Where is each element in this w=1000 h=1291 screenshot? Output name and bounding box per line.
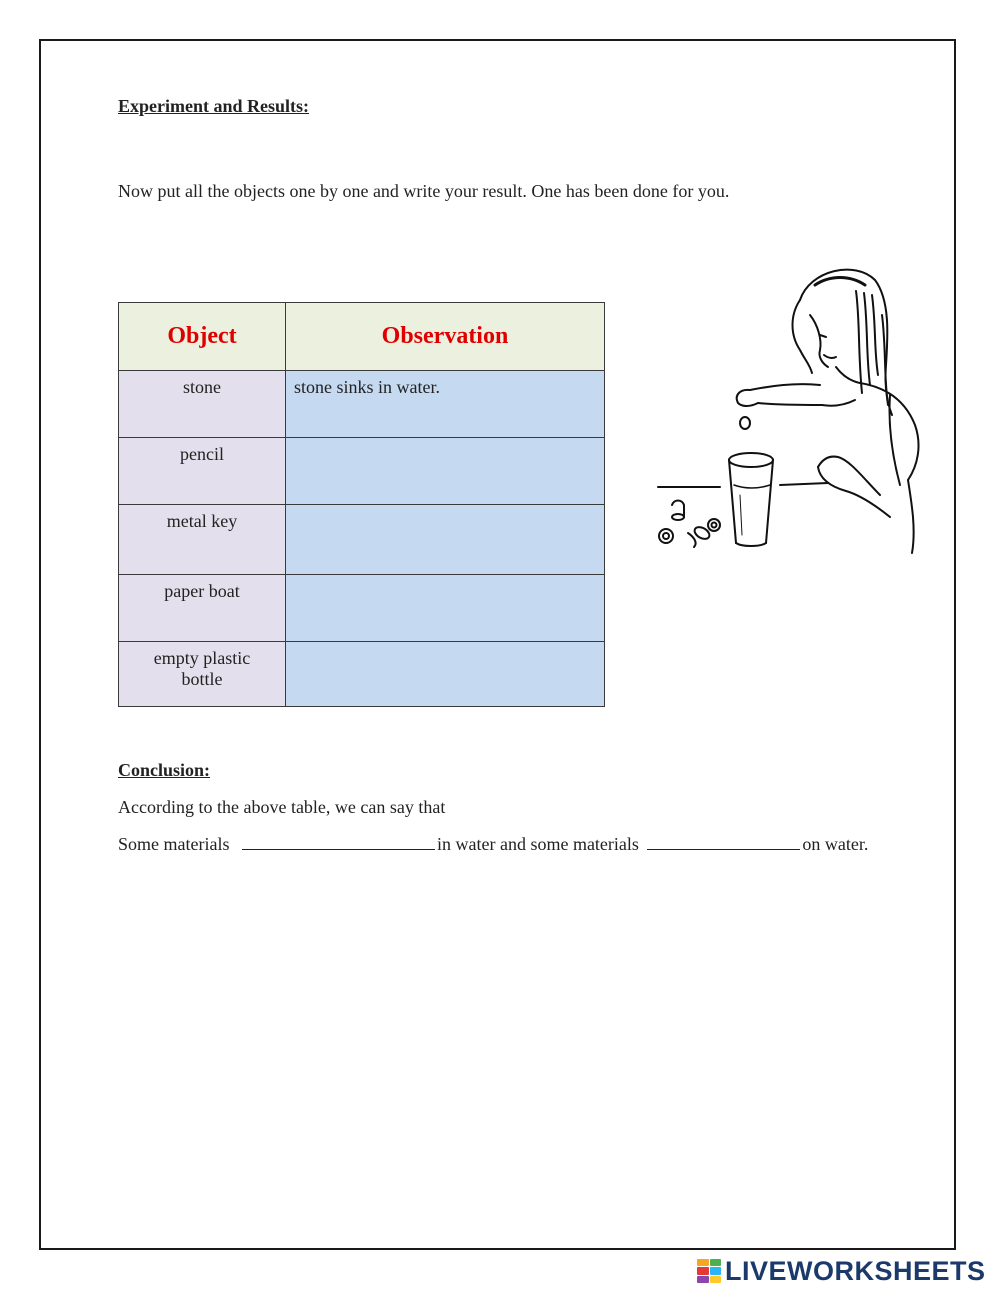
object-cell: metal key: [119, 505, 286, 575]
instructions-text: Now put all the objects one by one and write your result. One has been done for you.: [118, 181, 730, 201]
sink-blank-input[interactable]: [242, 848, 435, 850]
table-row: [119, 575, 605, 642]
results-table: [118, 302, 605, 707]
conclusion-fill-sentence: [118, 834, 868, 855]
table-row: [119, 371, 605, 438]
object-cell: paper boat: [119, 575, 286, 642]
table-row: [119, 642, 605, 707]
observation-cell[interactable]: [286, 575, 605, 642]
girl-dropping-objects-in-water-icon: [650, 255, 930, 560]
conclusion-intro-text: According to the above table, we can say that: [118, 797, 446, 817]
observation-cell[interactable]: [286, 438, 605, 505]
object-cell: empty plastic bottle: [119, 642, 286, 707]
conclusion-heading: Conclusion:: [118, 760, 211, 780]
object-column-header: Object: [119, 303, 286, 371]
table-row: [119, 505, 605, 575]
observation-cell[interactable]: [286, 642, 605, 707]
table-header-row: [119, 303, 605, 371]
observation-cell[interactable]: stone sinks in water.: [286, 371, 605, 438]
sentence-part-1: Some materials: [118, 834, 230, 854]
float-blank-input[interactable]: [647, 848, 800, 850]
section-title: Experiment and Results:: [118, 96, 310, 116]
sentence-part-3: on water.: [802, 834, 869, 854]
observation-cell[interactable]: [286, 505, 605, 575]
liveworksheets-mark-icon: [697, 1259, 721, 1283]
sentence-part-2: in water and some materials: [436, 834, 639, 854]
observation-column-header: Observation: [286, 303, 605, 371]
table-row: [119, 438, 605, 505]
logo-text: LIVEWORKSHEETS: [725, 1255, 986, 1286]
object-cell: pencil: [119, 438, 286, 505]
object-cell: stone: [119, 371, 286, 438]
liveworksheets-logo: [697, 1255, 986, 1287]
